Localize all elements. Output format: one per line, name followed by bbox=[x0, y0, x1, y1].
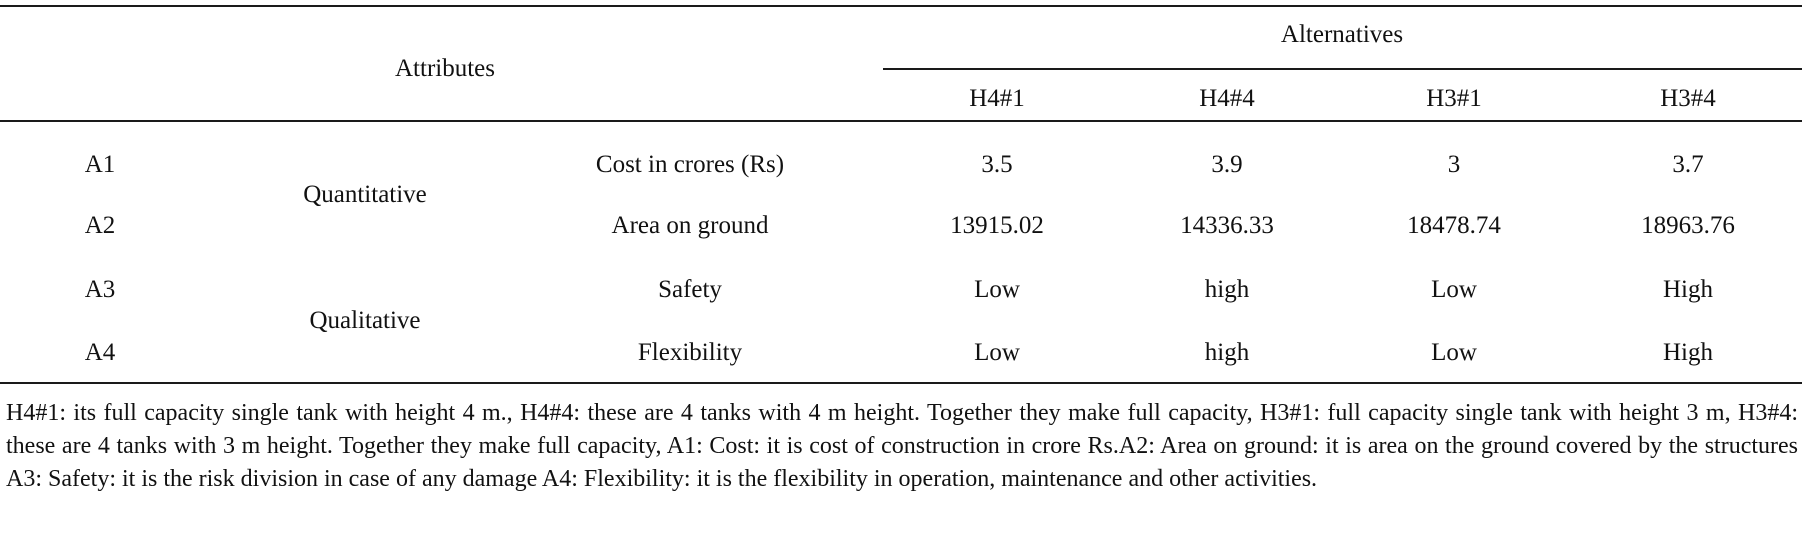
row-id-a1: A1 bbox=[84, 151, 116, 178]
row-name-a3: Safety bbox=[658, 276, 722, 303]
cell-a1-h3-4: 3.7 bbox=[1672, 151, 1704, 178]
cell-a4-h4-4: high bbox=[1204, 339, 1250, 366]
row-id-a3: A3 bbox=[84, 276, 116, 303]
cell-a3-h3-4: High bbox=[1663, 276, 1713, 303]
group-label-quantitative: Quantitative bbox=[303, 181, 427, 208]
row-id-a4: A4 bbox=[84, 339, 116, 366]
row-name-a2: Area on ground bbox=[611, 212, 769, 239]
table-footnote: H4#1: its full capacity single tank with height 4 m., H4#4: these are 4 tanks with 4 m height. Together they make full capacity, H3#1: full capacity single tank with height 3 m, H3#4: these are 4 tanks with 3 m height. Together they make full capacity, A1: Cost: it is cost of construction in crore Rs.A2: Area on ground: it is area on the ground covered by the structures A3: Safety: it is the risk division in case of any damage A4: Flexibility: it is the flexibility in operation, maintenance and other activities. bbox=[6, 400, 1798, 492]
cell-a2-h3-1: 18478.74 bbox=[1407, 212, 1501, 239]
cell-a2-h3-4: 18963.76 bbox=[1641, 212, 1735, 239]
attributes-header: Attributes bbox=[395, 55, 495, 82]
cell-a1-h4-4: 3.9 bbox=[1211, 151, 1243, 178]
row-id-a2: A2 bbox=[84, 212, 116, 239]
header-bottom-rule bbox=[0, 120, 1802, 122]
row-name-a1: Cost in crores (Rs) bbox=[595, 151, 785, 178]
alternatives-header: Alternatives bbox=[1280, 21, 1404, 48]
column-header-h3-1: H3#1 bbox=[1426, 85, 1482, 112]
cell-a3-h3-1: Low bbox=[1431, 276, 1477, 303]
table-bottom-rule bbox=[0, 382, 1802, 384]
cell-a4-h3-1: Low bbox=[1431, 339, 1477, 366]
row-name-a4: Flexibility bbox=[637, 339, 743, 366]
alternatives-underline bbox=[883, 68, 1802, 70]
cell-a4-h4-1: Low bbox=[974, 339, 1020, 366]
cell-a2-h4-4: 14336.33 bbox=[1180, 212, 1274, 239]
top-rule bbox=[0, 5, 1802, 7]
cell-a3-h4-1: Low bbox=[974, 276, 1020, 303]
cell-a1-h4-1: 3.5 bbox=[981, 151, 1013, 178]
cell-a3-h4-4: high bbox=[1204, 276, 1250, 303]
group-label-qualitative: Qualitative bbox=[309, 307, 421, 334]
cell-a4-h3-4: High bbox=[1663, 339, 1713, 366]
column-header-h4-4: H4#4 bbox=[1199, 85, 1255, 112]
cell-a1-h3-1: 3 bbox=[1447, 151, 1461, 178]
column-header-h4-1: H4#1 bbox=[969, 85, 1025, 112]
cell-a2-h4-1: 13915.02 bbox=[950, 212, 1044, 239]
column-header-h3-4: H3#4 bbox=[1660, 85, 1716, 112]
